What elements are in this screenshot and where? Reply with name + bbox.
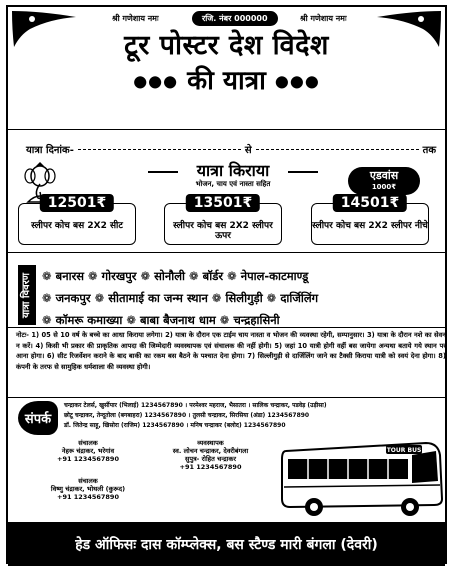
manager-role: व्यवस्थापक [197,439,224,447]
title-line-2 [8,66,445,97]
itinerary-line: ❁ बनारस ❁ गोरखपुर ❁ सोनौली ❁ बॉर्डर ❁ नेपाल-काटमाण्डू [42,269,309,283]
itinerary-line: ❁ जनकपुर ❁ सीतामाई का जन्म स्थान ❁ सिलीगुड़ी ❁ दार्जिलिंग [42,291,319,305]
package-card [311,195,429,245]
date-from-label: से [244,145,252,156]
divider [8,397,445,398]
fare-subtitle: भोजन, चाय एवं नास्ता सहित [195,180,271,188]
package-card [18,195,136,245]
fare-heading [148,162,318,189]
contact-line: छोटू चन्द्राकर, तेन्दूतोला (बगबाहरा) 1234567890 । तुलसी चन्द्राकर, सिरसिया (अंडा) 1234567890 [64,412,310,419]
date-to-label: तक [422,145,437,156]
advance-label: एडवांस [369,169,399,182]
divider [8,252,445,253]
manager-phone: +91 1234567890 [179,463,242,471]
organizer-phone: +91 1234567890 [57,455,119,463]
organizer-phone: +91 1234567890 [57,493,119,501]
manager [148,439,273,471]
bus-label: TOUR BUS [386,447,422,454]
organizer-1 [28,439,148,463]
poster [6,5,447,564]
organizer-name: विष्णु चंद्राकर, भोथली (कुरूद) [50,485,126,493]
divider [8,129,445,130]
package-price: 14501₹ [333,194,407,212]
organizer-2 [28,477,148,501]
title-line-2-text: की यात्रा [187,66,266,96]
fare-title: यात्रा किराया [196,161,270,180]
itinerary-label: यात्रा विवरण [18,265,36,325]
title-dots-left: ●●● [133,71,179,91]
advance-amount: 1000₹ [371,183,397,191]
organizer-name: नेहरू चंद्राकर, भरेगांव [61,447,115,455]
contact-line: डॉ. जितेन्द्र साहू, खिसोरा (राजिम) 1234567890 । मनिष चन्द्राकर (बलोद) 1234567890 [64,422,286,429]
package-price: 13501₹ [186,194,260,212]
terms-note: नोटः- 1) 05 से 10 वर्ष के बच्चे का आधा किराया लगेगा। 2) यात्रा के दौरान एक टाईम चाय नास्ता व भोजन की व्यवस्था रहेगी, सम्पानुसार। 3) यात्रा के दौरान नशे का सेवन न करें। 4) किसी भी प्रकार की प्राकृतिक आपदा की जिम्मेदारी व्यवस्थापक एवं संचालक की नहीं होगी। 5) जहां 10 यात्री होगी वहीं बस जायेगा अन्यथा बताये गये स्थान पर आना होगा। 6) सीट रिजर्वेशन कराने के बाद बाकी का रकम बस बैठने के पश्चात देना होगा। 7) सिल्लीगुड़ी से दार्जिलिंग जाने का टैक्सी किराया यात्री को स्वयं देना होगा। 8) कंपनी के तरफ से सामुहिक धर्मशाला की व्यवस्था होगी। [16,331,446,371]
travel-date-row [26,142,436,156]
package-desc: स्लीपर कोच बस 2X2 सीट [31,221,123,231]
greeting-right: श्री गणेशाय नमः [300,14,347,23]
package-desc: स्लीपर कोच बस 2X2 स्लीपर नीचे [312,221,428,231]
organizer-role: संचालक [78,477,98,485]
travel-date-label: यात्रा दिनांक- [26,145,74,156]
package-card [164,195,282,245]
contact-label: संपर्क [18,401,58,435]
tour-bus-icon [276,437,446,519]
title-dots-right: ●●● [274,71,320,91]
itinerary-places [42,265,447,331]
itinerary-line: ❁ कॉमरू कमाख्या ❁ बाबा बैजनाथ धाम ❁ चन्द्रहासिनी [42,313,280,327]
contact-line: चन्द्राकर टेलर्स, खुर्सीपार (भिलाई) 1234567890 । परमेश्वर महराज, भैसातरा । सालिक चन्द्राकर, पडवेड़ (उड़ीसा) [64,402,327,409]
contact-lines [64,401,444,431]
manager-son: सुपुत्र- रोहित चन्द्राकर [184,455,236,463]
package-desc: स्लीपर कोच बस 2X2 स्लीपर ऊपर [173,221,273,241]
organizer-role: संचालक [78,439,98,447]
manager-name: स्व. लोचन चन्द्राकर, देवरीबंगला [172,447,249,455]
greeting-left: श्री गणेशाय नमः [112,14,159,23]
divider [8,327,445,328]
title-line-1: टूर पोस्टर देश विदेश [124,30,329,61]
advance-badge [348,167,420,195]
head-office-footer: हेड ऑफिसः दास कॉम्प्लेक्स, बस स्टैण्ड मारी बंगला (देवरी) [8,522,445,566]
registration-badge: रजि. नंबर 000000 [192,11,278,26]
package-price: 12501₹ [40,194,114,212]
